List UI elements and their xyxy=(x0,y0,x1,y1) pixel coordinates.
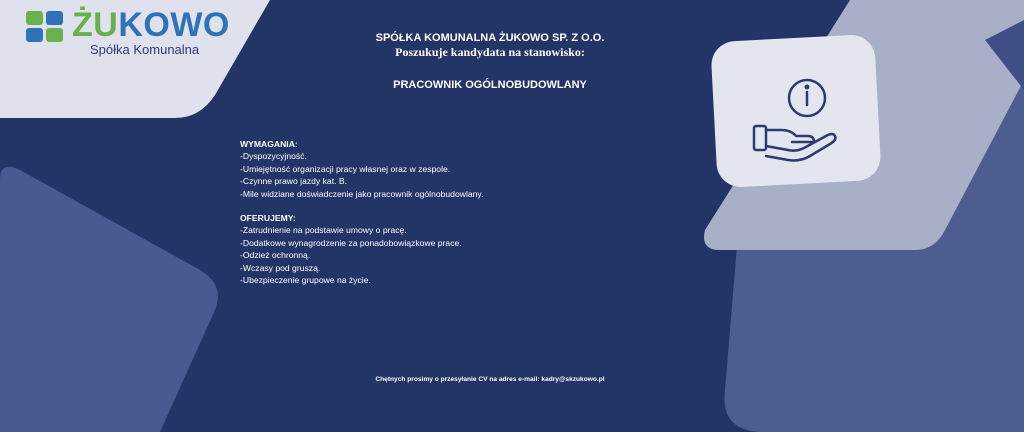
requirement-item: -Czynne prawo jazdy kat. B. xyxy=(240,176,347,187)
offer-item: -Dodatkowe wynagrodzenie za ponadobowiązkowe prace. xyxy=(240,237,462,248)
requirements-title: WYMAGANIA: xyxy=(240,139,298,149)
bottom-left-panel xyxy=(0,167,218,432)
offer-item: -Wczasy pod gruszą. xyxy=(240,262,321,273)
logo-squares-icon xyxy=(26,10,70,46)
position-title: PRACOWNIK OGÓLNOBUDOWLANY xyxy=(393,79,587,91)
offer-item: -Zatrudnienie na podstawie umowy o pracę. xyxy=(240,225,407,236)
job-details xyxy=(240,138,483,286)
seeking-line: Poszukuje kandydata na stanowisko: xyxy=(395,45,585,59)
contact-footer: Chętnych prosimy o przesyłanie CV na adres e-mail: kadry@skzukowo.pl xyxy=(375,376,605,383)
offer-item: -Odzież ochronną. xyxy=(240,250,311,261)
offer-item: -Ubezpieczenie grupowe na życie. xyxy=(240,275,371,286)
requirement-item: -Mile widziane doświadczenie jako pracownik ogólnobudowlany. xyxy=(240,188,484,199)
header xyxy=(300,31,680,91)
requirement-item: -Umiejętność organizacji pracy własnej oraz w zespole. xyxy=(240,163,451,174)
logo-subtitle: Spółka Komunalna xyxy=(90,42,200,57)
logo xyxy=(26,6,230,60)
requirement-item: -Dyspozycyjność. xyxy=(240,151,307,162)
company-name: SPÓŁKA KOMUNALNA ŻUKOWO SP. Z O.O. xyxy=(375,32,605,44)
offer-title: OFERUJEMY: xyxy=(240,213,296,224)
logo-word: ŻUKOWO xyxy=(72,6,230,44)
icon-card xyxy=(706,32,886,192)
